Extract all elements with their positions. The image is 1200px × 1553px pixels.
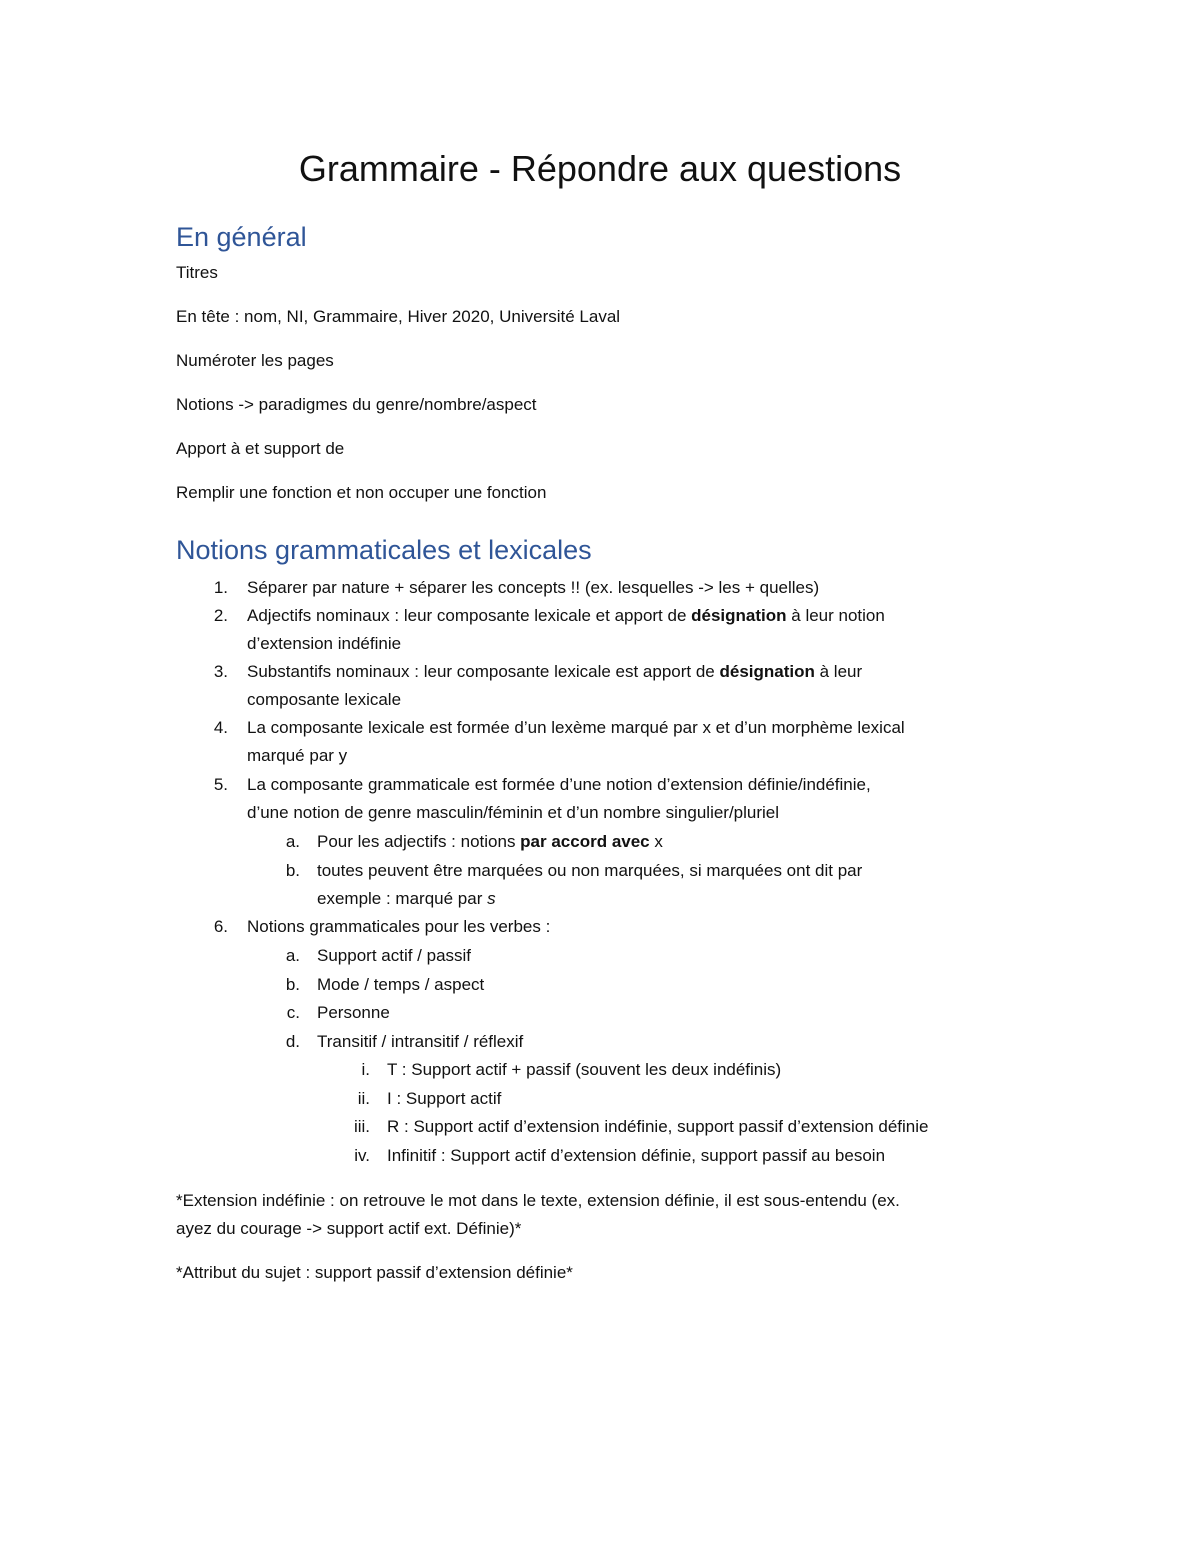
list-roman: i. xyxy=(361,1060,370,1079)
list-roman: ii. xyxy=(357,1089,370,1108)
list-item-5b-line1: toutes peuvent être marquées ou non marquées, si marquées ont dit par xyxy=(317,861,863,880)
paragraph-remplir: Remplir une fonction et non occuper une fonction xyxy=(176,483,547,502)
list-letter: b. xyxy=(285,975,300,994)
section-heading-notions: Notions grammaticales et lexicales xyxy=(176,535,592,565)
list-item-2-line1 xyxy=(247,602,885,630)
list-item-6d: Transitif / intransitif / réflexif xyxy=(317,1032,524,1051)
document-title: Grammaire - Répondre aux questions xyxy=(298,148,902,189)
list-item-3-line2: composante lexicale xyxy=(247,690,402,709)
list-item-6d-i: T : Support actif + passif (souvent les deux indéfinis) xyxy=(387,1060,782,1079)
list-item-text: à leur xyxy=(814,662,863,681)
paragraph-numeroter: Numéroter les pages xyxy=(176,351,334,370)
list-number: 3. xyxy=(213,662,228,681)
list-number: 1. xyxy=(213,578,228,597)
list-item-6a: Support actif / passif xyxy=(317,946,472,965)
list-letter: a. xyxy=(285,832,300,851)
list-item-6d-iv: Infinitif : Support actif d’extension définie, support passif au besoin xyxy=(387,1146,886,1165)
list-item-6b: Mode / temps / aspect xyxy=(317,975,485,994)
paragraph-notions: Notions -> paradigmes du genre/nombre/aspect xyxy=(176,395,537,414)
list-item-5a xyxy=(317,828,663,856)
note-extension-line2: ayez du courage -> support actif ext. Définie)* xyxy=(176,1219,522,1238)
bold-term: désignation xyxy=(691,606,787,625)
italic-term: s xyxy=(487,889,496,908)
note-extension-line1: *Extension indéfinie : on retrouve le mot dans le texte, extension définie, il est sous-entendu (ex. xyxy=(176,1191,900,1210)
list-letter: b. xyxy=(285,861,300,880)
list-item-5-line2: d’une notion de genre masculin/féminin et d’un nombre singulier/pluriel xyxy=(247,803,780,822)
section-heading-general: En général xyxy=(176,222,307,252)
list-item-4-line1: La composante lexicale est formée d’un lexème marqué par x et d’un morphème lexical xyxy=(247,718,905,737)
list-number: 5. xyxy=(213,775,228,794)
bold-term: désignation xyxy=(719,662,815,681)
list-number: 2. xyxy=(213,606,228,625)
list-item-5b-line2 xyxy=(317,885,496,913)
paragraph-titres: Titres xyxy=(176,263,218,282)
list-roman: iii. xyxy=(353,1117,370,1136)
list-item-6c: Personne xyxy=(317,1003,390,1022)
list-item-text: Adjectifs nominaux : leur composante lexicale et apport de xyxy=(247,606,692,625)
list-letter: a. xyxy=(285,946,300,965)
list-item-6d-ii: I : Support actif xyxy=(387,1089,502,1108)
list-item-text: Substantifs nominaux : leur composante lexicale est apport de xyxy=(247,662,720,681)
list-item-2-line2: d’extension indéfinie xyxy=(247,634,402,653)
list-item-3-line1 xyxy=(247,658,862,686)
paragraph-en-tete: En tête : nom, NI, Grammaire, Hiver 2020, Université Laval xyxy=(176,307,621,326)
list-item-6: Notions grammaticales pour les verbes : xyxy=(247,917,551,936)
bold-term: par accord avec xyxy=(520,832,650,851)
list-letter: c. xyxy=(286,1003,300,1022)
list-roman: iv. xyxy=(354,1146,370,1165)
note-attribut: *Attribut du sujet : support passif d’extension définie* xyxy=(176,1263,573,1282)
paragraph-apport: Apport à et support de xyxy=(176,439,345,458)
list-item-1: Séparer par nature + séparer les concepts !! (ex. lesquelles -> les + quelles) xyxy=(247,578,820,597)
list-item-text: x xyxy=(649,832,663,851)
list-number: 4. xyxy=(213,718,228,737)
list-letter: d. xyxy=(285,1032,300,1051)
list-item-5-line1: La composante grammaticale est formée d’une notion d’extension définie/indéfinie, xyxy=(247,775,871,794)
list-item-text: Pour les adjectifs : notions xyxy=(317,832,521,851)
list-item-text: à leur notion xyxy=(786,606,885,625)
list-number: 6. xyxy=(213,917,228,936)
list-item-4-line2: marqué par y xyxy=(247,746,348,765)
list-item-text: exemple : marqué par xyxy=(317,889,488,908)
list-item-6d-iii: R : Support actif d’extension indéfinie, support passif d’extension définie xyxy=(387,1117,929,1136)
